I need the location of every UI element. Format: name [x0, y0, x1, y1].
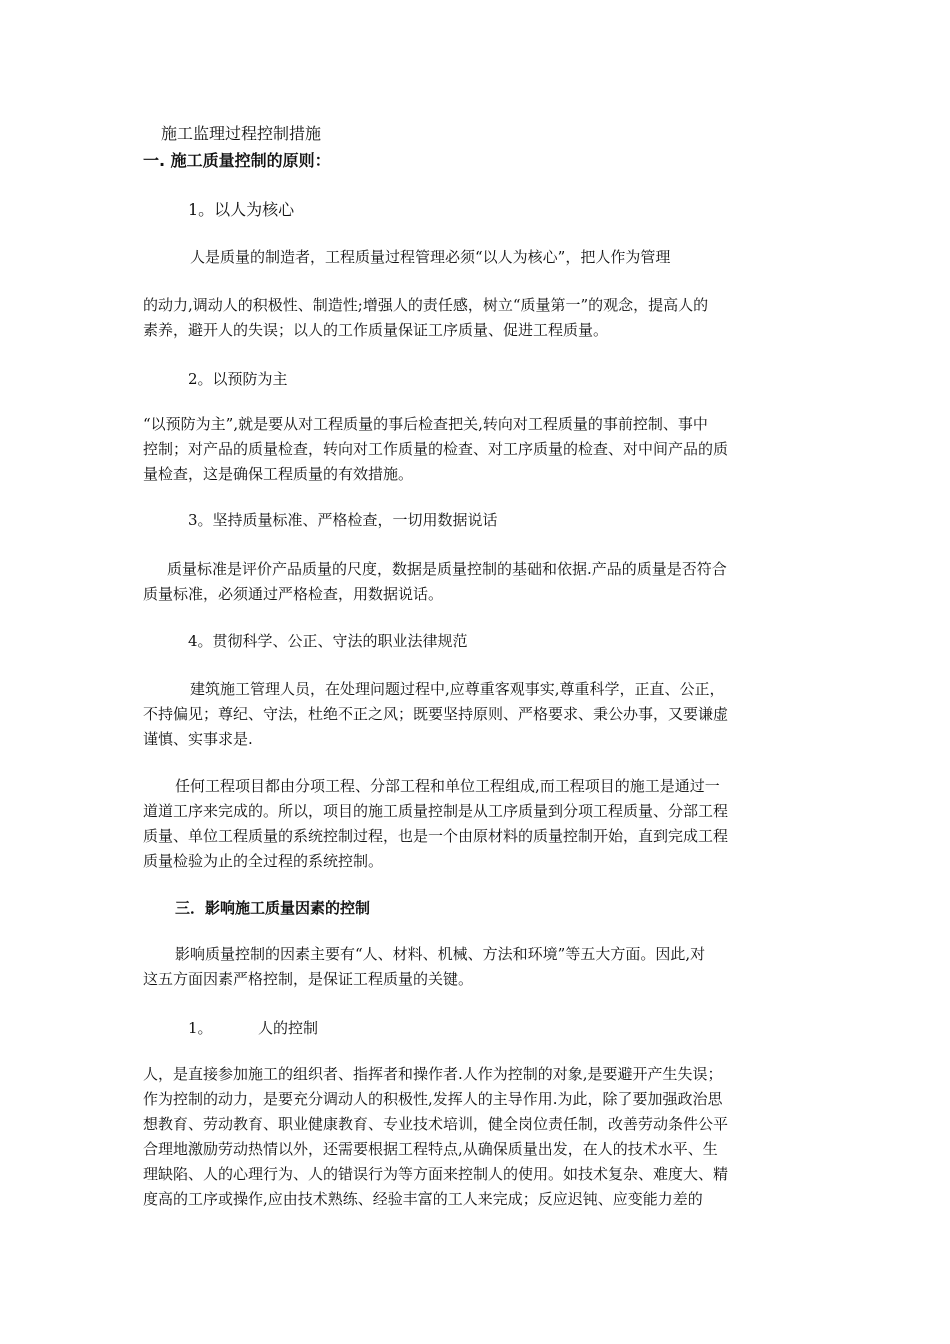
paragraph-line: 的动力,调动人的积极性、制造性;增强人的责任感，树立“质量第一”的观念，提高人的	[143, 296, 709, 314]
paragraph-line: 素养，避开人的失误；以人的工作质量保证工序质量、促进工程质量。	[143, 321, 609, 339]
paragraph-line: 影响质量控制的因素主要有“人、材料、机械、方法和环境”等五大方面。因此,对	[175, 945, 706, 963]
paragraph-line: 道道工序来完成的。所以，项目的施工质量控制是从工序质量到分项工程质量、分部工程	[143, 802, 729, 820]
paragraph-line: 质量标准是评价产品质量的尺度，数据是质量控制的基础和依据.产品的质量是否符合	[167, 560, 727, 578]
paragraph-line: 度高的工序或操作,应由技术熟练、经验丰富的工人来完成；反应迟钝、应变能力差的	[143, 1190, 703, 1208]
paragraph-line: 想教育、劳动教育、职业健康教育、专业技术培训，健全岗位责任制，改善劳动条件公平	[143, 1115, 729, 1133]
paragraph-line: 控制；对产品的质量检查，转向对工作质量的检查、对工序质量的检查、对中间产品的质	[143, 440, 729, 458]
paragraph-line: 理缺陷、人的心理行为、人的错误行为等方面来控制人的使用。如技术复杂、难度大、精	[143, 1165, 729, 1183]
paragraph-line: 质量标准，必须通过严格检查，用数据说话。	[143, 585, 444, 603]
paragraph-line: 质量、单位工程质量的系统控制过程，也是一个由原材料的质量控制开始，直到完成工程	[143, 827, 729, 845]
paragraph-line: 质量检验为止的全过程的系统控制。	[143, 852, 384, 870]
section-heading-influencing-factors: 三．影响施工质量因素的控制	[175, 899, 371, 917]
paragraph-line: 这五方面因素严格控制，是保证工程质量的关键。	[143, 970, 474, 988]
document-title: 施工监理过程控制措施	[161, 124, 322, 143]
section-heading-principles: 一. 施工质量控制的原则：	[143, 151, 331, 170]
subheading-prevention: 2。以预防为主	[188, 370, 288, 388]
paragraph-line: 谨慎、实事求是.	[143, 730, 253, 748]
paragraph-line: 量检查，这是确保工程质量的有效措施。	[143, 465, 414, 483]
paragraph-line: 人，是直接参加施工的组织者、指挥者和操作者.人作为控制的对象,是要避开产生失误；	[143, 1065, 723, 1083]
subheading-professional-norms: 4。贯彻科学、公正、守法的职业法律规范	[188, 632, 468, 650]
paragraph-line: “以预防为主”,就是要从对工程质量的事后检查把关,转向对工程质量的事前控制、事中	[143, 415, 708, 433]
subheading-people-control: 人的控制	[258, 1019, 319, 1037]
subheading-number: 1。	[188, 1019, 213, 1037]
paragraph-line: 任何工程项目都由分项工程、分部工程和单位工程组成,而工程项目的施工是通过一	[175, 777, 720, 795]
paragraph-line: 建筑施工管理人员，在处理问题过程中,应尊重客观事实,尊重科学，正直、公正，	[190, 680, 725, 698]
subheading-quality-standard: 3。坚持质量标准、严格检查，一切用数据说话	[188, 511, 498, 529]
paragraph-line: 人是质量的制造者，工程质量过程管理必须“以人为核心”，把人作为管理	[190, 248, 671, 266]
paragraph-line: 不持偏见；尊纪、守法，杜绝不正之风；既要坚持原则、严格要求、秉公办事，又要谦虚	[143, 705, 729, 723]
paragraph-line: 合理地激励劳动热情以外，还需要根据工程特点,从确保质量出发，在人的技术水平、生	[143, 1140, 718, 1158]
subheading-people-core: 1。以人为核心	[188, 200, 295, 219]
paragraph-line: 作为控制的动力，是要充分调动人的积极性,发挥人的主导作用.为此，除了要加强政治思	[143, 1090, 723, 1108]
